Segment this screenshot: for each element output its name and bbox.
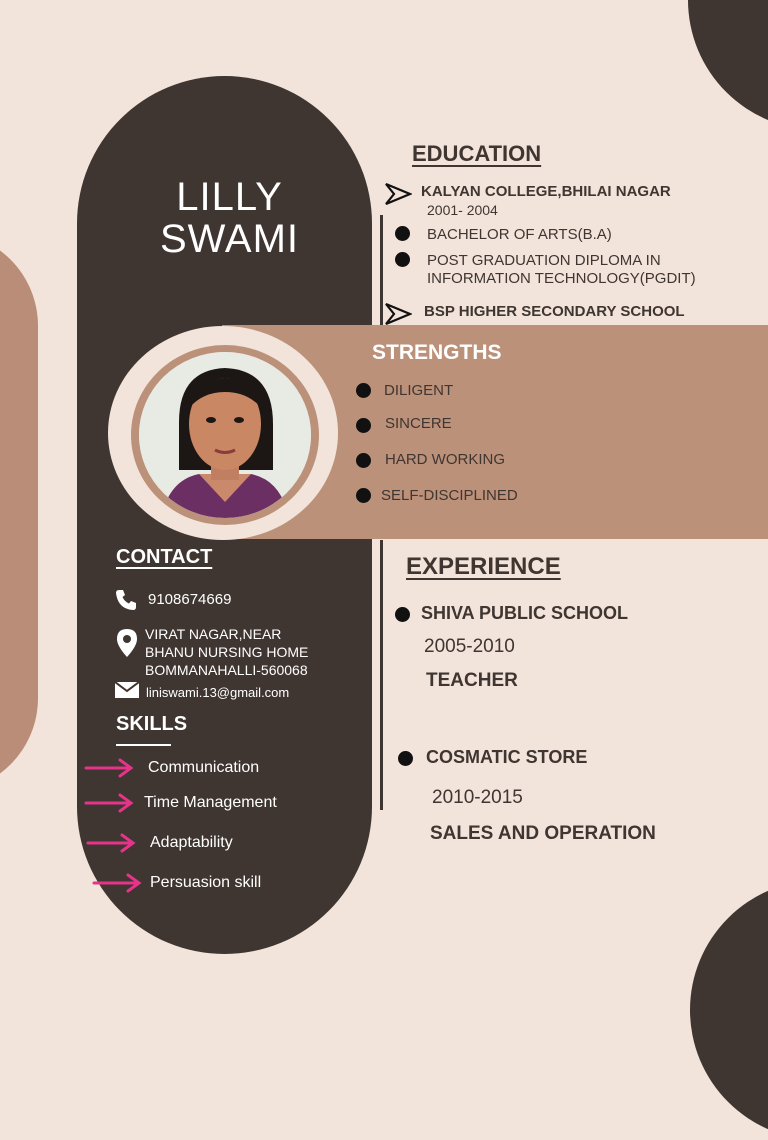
school-years: 2001- 2004 — [427, 202, 498, 218]
education-item: BACHELOR OF ARTS(B.A) — [427, 226, 612, 243]
job-place: SHIVA PUBLIC SCHOOL — [421, 603, 629, 623]
education-item: POST GRADUATION DIPLOMA IN — [427, 252, 661, 269]
arrow-right-icon — [86, 832, 138, 854]
bullet-dot — [395, 226, 410, 241]
mail-icon — [115, 682, 139, 698]
contact-heading: CONTACT — [116, 546, 213, 568]
bullet-dot — [356, 383, 371, 398]
profile-photo — [139, 352, 311, 518]
school-name: KALYAN COLLEGE,BHILAI NAGAR — [421, 183, 671, 200]
address-line: BOMMANAHALLI-560068 — [145, 662, 308, 678]
first-name: LILLY — [176, 175, 283, 219]
experience-heading: EXPERIENCE — [406, 553, 561, 580]
decor-circle-bottom-right — [690, 880, 768, 1140]
bullet-dot — [356, 453, 371, 468]
job-role: SALES AND OPERATION — [430, 823, 656, 844]
skills-underline — [116, 744, 171, 746]
school-name: BSP HIGHER SECONDARY SCHOOL — [424, 303, 685, 320]
bullet-dot — [395, 252, 410, 267]
bullet-dot — [356, 418, 371, 433]
chevron-right-icon — [384, 182, 412, 206]
job-place: COSMATIC STORE — [426, 747, 588, 767]
last-name: SWAMI — [159, 217, 300, 261]
arrow-right-icon — [84, 792, 136, 814]
skill-item: Adaptability — [150, 834, 233, 851]
decor-pill-left — [0, 232, 38, 792]
job-role: TEACHER — [426, 670, 518, 691]
experience-timeline-line — [380, 540, 383, 810]
decor-circle-top-right — [688, 0, 768, 130]
arrow-right-icon — [92, 872, 144, 894]
education-item: INFORMATION TECHNOLOGY(PGDIT) — [427, 270, 696, 287]
location-pin-icon — [116, 628, 138, 658]
candidate-name — [77, 176, 382, 260]
strengths-heading: STRENGTHS — [372, 341, 502, 364]
email-address[interactable]: liniswami.13@gmail.com — [146, 685, 290, 700]
education-heading: EDUCATION — [412, 141, 542, 166]
bullet-dot — [398, 751, 413, 766]
arrow-right-icon — [84, 757, 136, 779]
strength-item: DILIGENT — [384, 382, 454, 399]
skill-item: Persuasion skill — [150, 874, 262, 891]
skill-item: Communication — [148, 759, 260, 776]
phone-icon — [114, 588, 138, 612]
chevron-right-icon — [384, 302, 412, 326]
bullet-dot — [356, 488, 371, 503]
skills-heading: SKILLS — [116, 713, 188, 735]
bullet-dot — [395, 607, 410, 622]
strength-item: HARD WORKING — [385, 451, 505, 468]
job-years: 2010-2015 — [432, 787, 523, 808]
job-years: 2005-2010 — [424, 636, 515, 657]
strength-item: SINCERE — [385, 415, 452, 432]
skill-item: Time Management — [144, 794, 277, 811]
strength-item: SELF-DISCIPLINED — [381, 487, 518, 504]
phone-number: 9108674669 — [148, 591, 232, 608]
address-line: VIRAT NAGAR,NEAR — [145, 626, 282, 642]
address-line: BHANU NURSING HOME — [145, 644, 309, 660]
address — [145, 625, 308, 679]
